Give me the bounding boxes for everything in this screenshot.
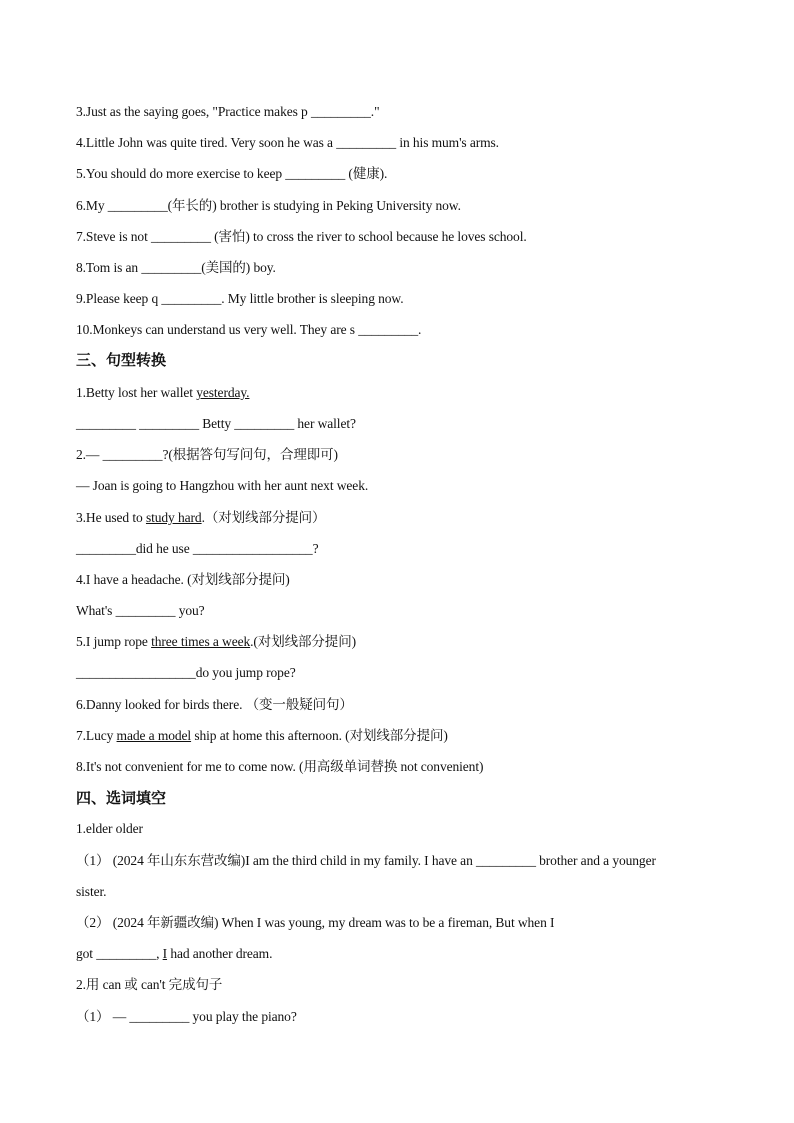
exercise-item-7: 7.Steve is not _________ (害怕) to cross the river to school because he loves school. [76,229,527,244]
transform-q3-answer-line: _________did he use __________________? [76,541,319,556]
question-text-rest: ship at home this afternoon. (对划线部分提问) [191,728,448,743]
section-heading-sentence-transformation: 三、句型转换 [76,351,167,369]
question-text: 7.Lucy [76,728,117,743]
exercise-item-3: 3.Just as the saying goes, "Practice makes p _________." [76,104,380,119]
word-choice-q1-sub2: （2） (2024 年新疆改编) When I was young, my dream was to be a fireman, But when I [76,915,555,930]
transform-q5-answer-line: __________________do you jump rope? [76,665,296,680]
transform-q4: 4.I have a headache. (对划线部分提问) [76,572,290,587]
question-text: 5.I jump rope [76,634,152,649]
question-text: 3.He used to [76,510,146,525]
question-text: 1.Betty lost her wallet [76,385,197,400]
word-choice-q1-options: 1.elder older [76,821,143,836]
exercise-item-5: 5.You should do more exercise to keep _________ (健康). [76,166,388,181]
underlined-text: three times a week [151,634,251,649]
underlined-text: I [162,946,168,961]
transform-q6: 6.Danny looked for birds there. （变一般疑问句） [76,697,353,712]
word-choice-q1-sub1-cont: sister. [76,884,107,899]
transform-q4-answer-line: What's _________ you? [76,603,205,618]
exercise-item-8: 8.Tom is an _________(美国的) boy. [76,260,276,275]
transform-q3 [76,509,325,527]
exercise-item-9: 9.Please keep q _________. My little brother is sleeping now. [76,291,404,306]
underlined-text: made a model [116,728,192,743]
transform-q2: 2.— _________?(根据答句写问句，合理即可) [76,447,338,462]
transform-q8: 8.It's not convenient for me to come now. (用高级单词替换 not convenient) [76,759,484,774]
section-heading-word-choice: 四、选词填空 [76,789,167,807]
word-choice-q2-title: 2.用 can 或 can't 完成句子 [76,977,223,992]
underlined-text: study hard [145,510,202,525]
transform-q7 [76,727,448,745]
word-choice-q1-sub2-cont [76,945,272,963]
exercise-item-10: 10.Monkeys can understand us very well. They are s _________. [76,322,422,337]
transform-q5 [76,633,356,651]
transform-q2-answer: — Joan is going to Hangzhou with her aunt next week. [76,478,369,493]
sentence-text: got _________, [76,946,163,961]
transform-q1 [76,384,249,402]
question-instruction: .(对划线部分提问) [250,634,356,649]
underlined-text: yesterday. [196,385,250,400]
word-choice-q2-sub1: （1） — _________ you play the piano? [76,1009,297,1024]
word-choice-q1-sub1: （1） (2024 年山东东营改编)I am the third child in my family. I have an _________ brother and a younger [76,853,656,868]
transform-q1-answer-line: _________ _________ Betty _________ her wallet? [76,416,356,431]
exercise-item-4: 4.Little John was quite tired. Very soon he was a _________ in his mum's arms. [76,135,499,150]
question-instruction: .（对划线部分提问） [201,510,326,525]
exercise-item-6: 6.My _________(年长的) brother is studying in Peking University now. [76,198,461,213]
sentence-text-rest: had another dream. [167,946,273,961]
